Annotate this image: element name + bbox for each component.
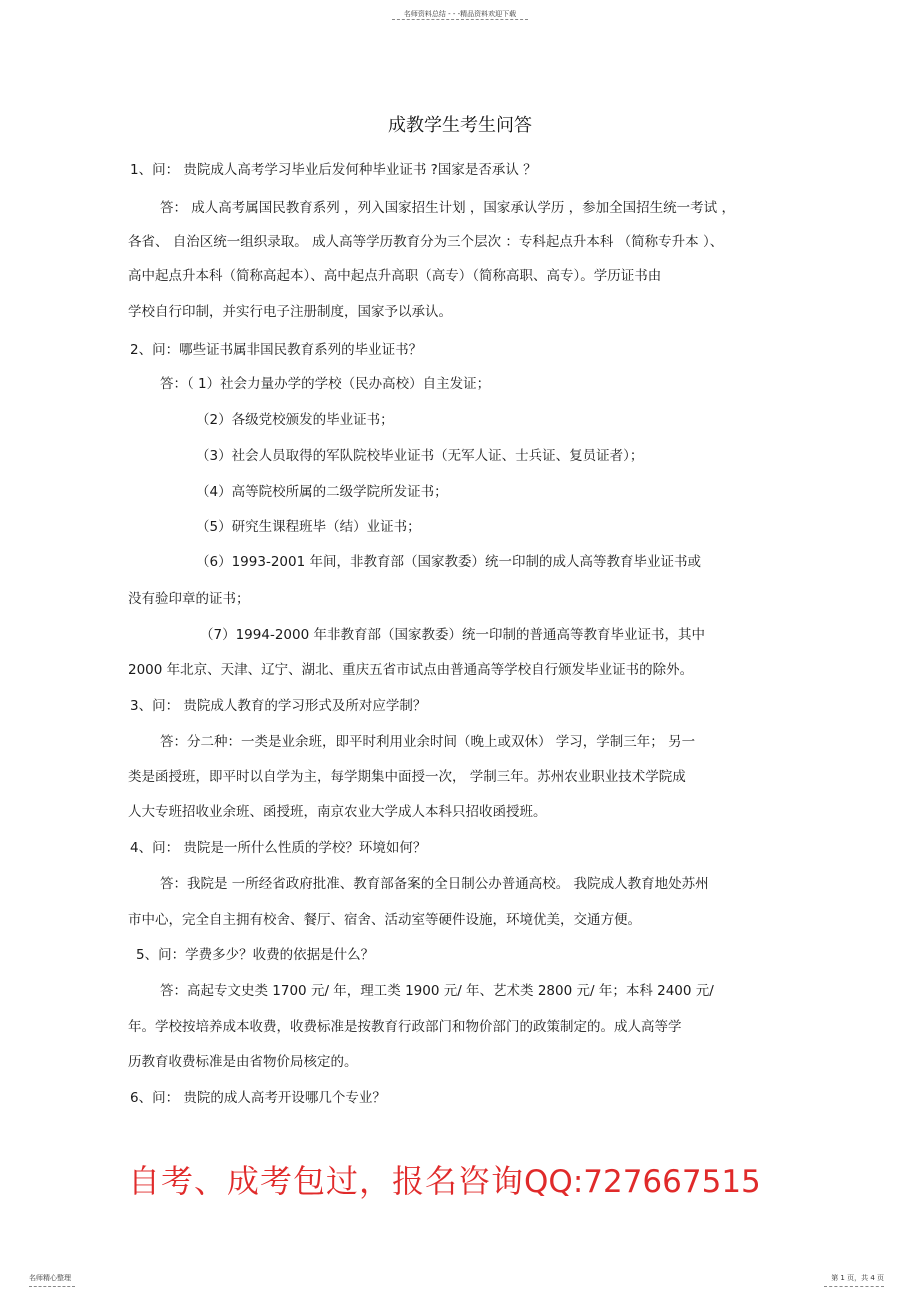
answer-4-line-1: 答：我院是 一所经省政府批准、教育部备案的全日制公办普通高校。 我院成人教育地处苏州 [160,876,709,892]
answer-3-line-3: 人大专班招收业余班、函授班，南京农业大学成人本科只招收函授班。 [128,804,547,820]
answer-2-item-7: （7）1994-2000 年非教育部（国家教委）统一印制的普通高等教育毕业证书，其中 [200,627,705,643]
question-3: 3、问： 贵院成人教育的学习形式及所对应学制？ [130,698,427,714]
header-divider [392,19,528,20]
footer-left-divider [29,1286,75,1287]
page-number: 第 1 页，共 4 页 [831,1274,884,1282]
answer-1-line-4: 学校自行印制，并实行电子注册制度，国家予以承认。 [128,304,452,320]
advertisement-banner [128,1156,761,1202]
answer-4-line-2: 市中心，完全自主拥有校舍、餐厅、宿舍、活动室等硬件设施，环境优美，交通方便。 [128,912,641,928]
answer-5-line-2: 年。学校按培养成本收费，收费标准是按教育行政部门和物价部门的政策制定的。成人高等学 [128,1019,682,1035]
page-title: 成教学生考生问答 [388,115,532,136]
footer-right-divider [824,1286,884,1287]
advertisement-qq: QQ:727667515 [524,1164,761,1200]
answer-2-item-7-cont: 2000 年北京、天津、辽宁、湖北、重庆五省市试点由普通高等学校自行颁发毕业证书的除外。 [128,662,694,678]
answer-5-line-3: 历教育收费标准是由省物价局核定的。 [128,1054,358,1070]
answer-2-item-3: （3）社会人员取得的军队院校毕业证书（无军人证、士兵证、复员证者）； [196,448,644,464]
question-5: 5、问：学费多少？收费的依据是什么？ [136,947,375,963]
question-6: 6、问： 贵院的成人高考开设哪几个专业？ [130,1090,386,1106]
advertisement-text: 自考、成考包过，报名咨询 [128,1162,525,1200]
answer-2-item-2: （2）各级党校颁发的毕业证书； [196,412,394,428]
answer-2-item-6-cont: 没有验印章的证书； [128,591,250,607]
answer-1-line-1: 答： 成人高考属国民教育系列 ，列入国家招生计划 ，国家承认学历 ，参加全国招生统一考试 ， [160,200,735,216]
answer-3-line-2: 类是函授班，即平时以自学为主，每学期集中面授一次， 学制三年。苏州农业职业技术学院成 [128,769,686,785]
question-2: 2、问：哪些证书属非国民教育系列的毕业证书？ [130,342,423,358]
answer-3-line-1: 答：分二种：一类是业余班，即平时利用业余时间（晚上或双休） 学习，学制三年； 另一 [160,734,696,750]
answer-2-item-5: （5）研究生课程班毕（结）业证书； [196,519,421,535]
question-4: 4、问： 贵院是一所什么性质的学校？环境如何？ [130,840,427,856]
answer-2-item-4: （4）高等院校所属的二级学院所发证书； [196,484,448,500]
page-header: 名师资料总结 - - -精品资料欢迎下载 [403,10,517,18]
answer-2-item-6: （6）1993-2001 年间，非教育部（国家教委）统一印制的成人高等教育毕业证书或 [196,554,701,570]
answer-2-item-1: 答：（ 1）社会力量办学的学校（民办高校）自主发证； [160,376,491,392]
answer-1-line-2: 各省、 自治区统一组织录取。 成人高等学历教育分为三个层次 ：专科起点升本科 （简称专升本 ）、 [128,234,724,250]
answer-1-line-3: 高中起点升本科（简称高起本）、高中起点升高职（高专）（简称高职、高专）。学历证书由 [128,268,662,284]
question-1: 1、问： 贵院成人高考学习毕业后发何种毕业证书 ?国家是否承认 ？ [130,162,537,178]
answer-5-line-1: 答：高起专文史类 1700 元/ 年，理工类 1900 元/ 年、艺术类 2800 元/ 年；本科 2400 元/ [160,983,714,999]
footer-left: 名师精心整理 [29,1274,71,1282]
